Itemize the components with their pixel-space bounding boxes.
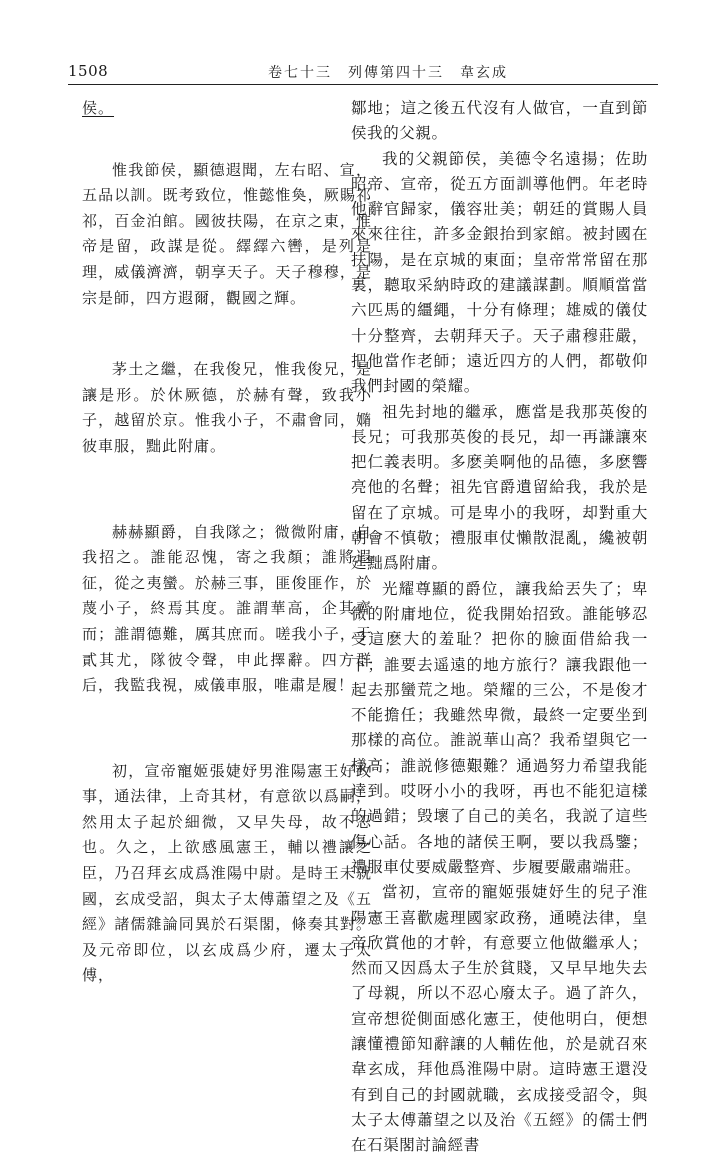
right-column-translation bbox=[351, 96, 648, 1158]
left-paragraph-1: 惟我節侯，顯德遐聞，左右昭、宣，五品以訓。既考致位，惟懿惟奐，厥賜祁祁，百金泊館。國彼扶陽，在京之東，惟帝是留，政謀是從。繹繹六轡，是列是理，威儀濟濟，朝享天子。天子穆穆，是宗是師，四方遐爾，觀國之輝。 bbox=[82, 160, 372, 307]
right-paragraph-0: 鄒地；這之後五代沒有人做官，一直到節侯我的父親。 bbox=[351, 99, 648, 143]
page-header bbox=[68, 62, 658, 85]
page-number: 1508 bbox=[68, 62, 109, 80]
left-paragraph-2: 茅土之繼，在我俊兄，惟我俊兄，是讓是形。於休厥德，於赫有聲，致我小子，越留於京。惟我小子，不肅會同，嫷彼車服，黜此附庸。 bbox=[82, 360, 372, 455]
left-paragraph-3: 赫赫顯爵，自我隊之；微微附庸，自我招之。誰能忍愧，寄之我顏；誰將遐征，從之夷蠻。於赫三事，匪俊匪作，於蔑小子，終焉其度。誰謂華高，企其齊而；誰謂德難，厲其庶而。嗟我小子，于貳其尤，隊彼令聲，申此擇辭。四方群后，我監我視，威儀車服，唯肅是履！ bbox=[82, 522, 372, 695]
left-column-classical-text bbox=[82, 96, 372, 989]
right-paragraph-1: 我的父親節侯，美德令名遠揚；佐助昭帝、宣帝，從五方面訓導他們。年老時他辭官歸家，儀容壯美；朝廷的賞賜人員來來往往，許多金銀抬到家館。被封國在扶陽，是在京城的東面；皇帝常常留在那裏，聽取采納時政的建議謀劃。順順當當六匹馬的繮繩，十分有條理；雄威的儀仗十分整齊，去朝拜天子。天子肅穆莊嚴，把他當作老師；遠近四方的人們，都敬仰我們封國的榮耀。 bbox=[351, 149, 648, 396]
left-paragraph-0: 侯。 bbox=[82, 99, 115, 117]
running-title: 卷七十三 列傳第四十三 韋玄成 bbox=[268, 65, 508, 81]
right-paragraph-2: 祖先封地的繼承，應當是我那英俊的長兄；可我那英俊的長兄，却一再謙讓來把仁義表明。多麽美啊他的品德，多麽響亮他的名聲；祖先官爵遺留給我，我於是留在了京城。可是卑小的我呀，却對重大朝會不慎敬；禮服車仗懶散混亂，纔被朝廷黜爲附庸。 bbox=[351, 402, 648, 573]
right-paragraph-4: 當初，宣帝的寵姬張婕妤生的兒子淮陽憲王喜歡處理國家政務，通曉法律，皇帝欣賞他的才幹，有意要立他做繼承人；然而又因爲太子生於貧賤，又早早地失去了母親，所以不忍心廢太子。過了許久，宣帝想從側面感化憲王，使他明白，便想讓懂禮節知辭讓的人輔佐他，於是就召來韋玄成，拜他爲淮陽中尉。這時憲王還没有到自己的封國就職，玄成接受詔令，與太子太傅蕭望之以及治《五經》的儒士們在石渠閣討論經書 bbox=[351, 883, 648, 1155]
left-paragraph-4: 初，宣帝寵姬張婕妤男淮陽憲王好政事，通法律，上奇其材，有意欲以爲嗣，然用太子起於細微，又早失母，故不忍也。久之，上欲感風憲王，輔以禮讓之臣，乃召拜玄成爲淮陽中尉。是時王未就國，玄成受詔，與太子太傅蕭望之及《五經》諸儒雜論同異於石渠閣，條奏其對。及元帝即位，以玄成爲少府，遷太子太傅， bbox=[82, 761, 372, 985]
right-paragraph-3: 光耀尊顯的爵位，讓我給丟失了；卑微的附庸地位，從我開始招致。誰能够忍受這麽大的羞耻？把你的臉面借給我一下；誰要去遥遠的地方旅行？讓我跟他一起去那蠻荒之地。榮耀的三公，不是俊才不能擔任；我雖然卑微，最終一定要坐到那樣的高位。誰説華山高？我希望與它一樣高；誰説修德艱難？通過努力希望我能達到。哎呀小小的我呀，再也不能犯這樣的過錯；毁壞了自己的美名，我説了這些傷心話。各地的諸侯王啊，要以我爲鑒；禮服車仗要威嚴整齊、步履要嚴肅端莊。 bbox=[351, 579, 648, 876]
